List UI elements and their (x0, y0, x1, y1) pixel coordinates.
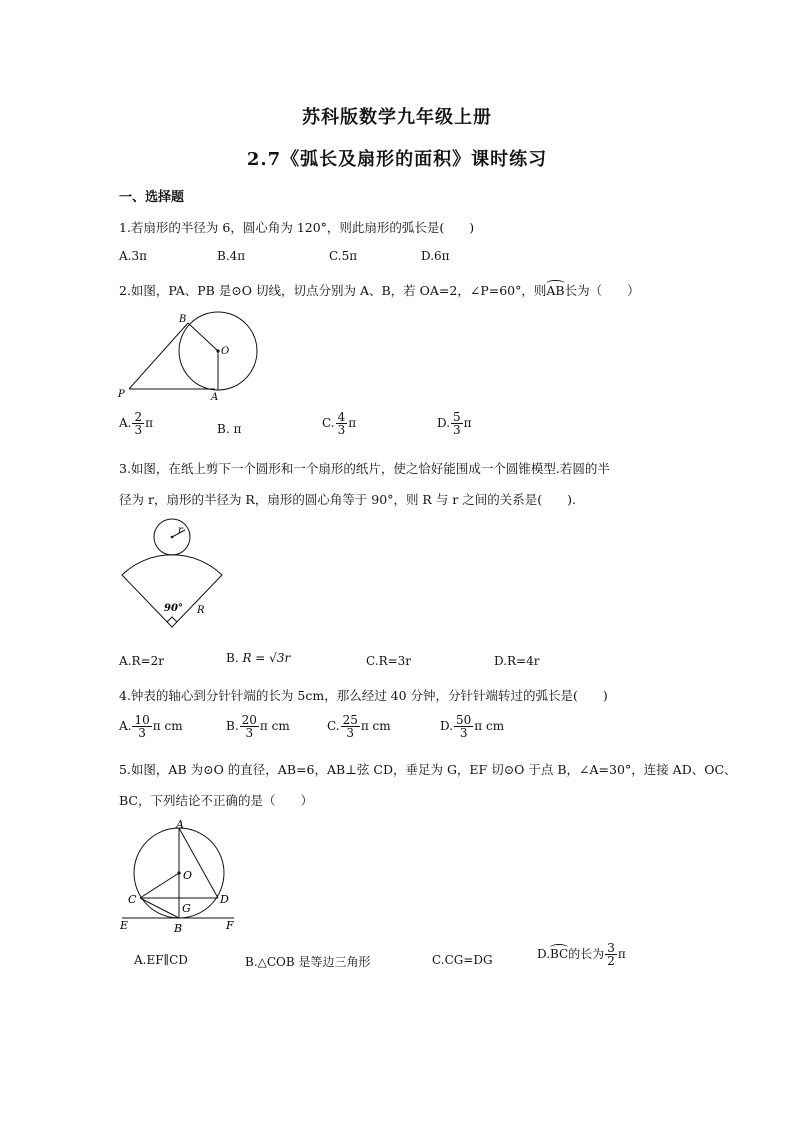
q5-label-b: B (174, 922, 183, 935)
q2-label-a: A (211, 392, 219, 402)
q3-circle-center (171, 536, 174, 539)
q2-center-dot (216, 349, 219, 352)
q3-label-R: R (197, 605, 205, 616)
q4-option-d: D. $\frac{50}{3}$ π cm (440, 713, 505, 740)
q5-option-b: B.△COB 是等边三角形 (245, 955, 371, 969)
q4-option-a: A. $\frac{10}{3}$ π cm (119, 713, 183, 740)
q5-label-f: F (226, 919, 234, 932)
page-title: 苏科版数学九年级上册 (302, 107, 492, 128)
q2-stem-pre: 2.如图，PA、PB 是⊙O 切线，切点分别为 A、B，若 OA=2，∠P=60°，则 (119, 283, 547, 298)
q4-option-b: B. $\frac{20}{3}$ π cm (226, 713, 290, 740)
question-3-stem-line-1: 3.如图，在纸上剪下一个圆形和一个扇形的纸片，使之恰好能围成一个圆锥模型.若圆的半 (119, 461, 610, 476)
q2-option-d: D. $\frac{5}{3}$ π (437, 410, 472, 437)
question-5-stem-line-1: 5.如图，AB 为⊙O 的直径，AB=6，AB⊥弦 CD，垂足为 G，EF 切⊙O 于点 B，∠A=30°，连接 AD、OC、 (119, 762, 737, 777)
q2-label-p: P (118, 389, 125, 400)
q2-option-a: A. $\frac{2}{3}$ π (119, 410, 154, 437)
q5-label-o: O (183, 869, 193, 882)
q3-option-a: A.R=2r (119, 654, 164, 668)
q5-label-c: C (128, 893, 137, 906)
q2-label-o: O (221, 346, 230, 357)
q5-label-e: E (120, 919, 129, 932)
question-2-stem (119, 281, 640, 299)
q5-figure (116, 816, 242, 936)
q3-label-r: r (178, 525, 183, 536)
q3-figure (115, 516, 227, 632)
q5-segment-oc (140, 873, 179, 898)
q3-option-c: C.R=3r (366, 654, 412, 668)
page-subtitle: 2.7《弧长及扇形的面积》课时练习 (246, 149, 548, 170)
q2-arc-label: AB (546, 283, 565, 298)
q5-label-g: G (182, 902, 191, 915)
q4-option-c: C. $\frac{25}{3}$ π cm (327, 713, 391, 740)
q5-label-d: D (220, 893, 229, 906)
q5-option-a: A.EF∥CD (134, 953, 188, 967)
q1-option-a: A.3π (119, 249, 148, 263)
q3-sector (122, 555, 222, 627)
q3-option-d: D.R=4r (494, 654, 540, 668)
section-heading: 一、选择题 (119, 190, 185, 205)
q1-option-c: C.5π (329, 249, 358, 263)
q2-label-b: B (179, 314, 187, 325)
q3-option-b: B. R = √3r (226, 651, 291, 665)
q2-option-b: B. π (217, 422, 242, 436)
q5-center-dot (177, 871, 180, 874)
q5-segment-ad (179, 828, 218, 898)
q2-radius-ob (188, 323, 218, 351)
q3-label-angle: 90° (164, 603, 183, 614)
q1-option-d: D.6π (421, 249, 450, 263)
q5-segment-bc (140, 898, 179, 918)
question-3-stem-line-2: 径为 r，扇形的半径为 R，扇形的圆心角等于 90°，则 R 与 r 之间的关系是( ). (119, 492, 576, 507)
question-5-stem-line-2: BC，下列结论不正确的是（ ） (119, 793, 313, 808)
question-1-stem: 1.若扇形的半径为 6，圆心角为 120°，则此扇形的弧长是( ) (119, 220, 475, 235)
q3-right-angle-mark (167, 617, 177, 622)
q2-stem-post: 长为（ ） (564, 283, 640, 298)
q2-option-c: C. $\frac{4}{3}$ π (322, 410, 357, 437)
q5-label-a: A (176, 818, 184, 831)
q5-option-d: D.BC的长为 $\frac{3}{2}$ π (537, 941, 626, 968)
q1-option-b: B.4π (217, 249, 246, 263)
q2-figure (112, 306, 272, 402)
q5-option-c: C.CG=DG (432, 953, 493, 967)
question-4-stem: 4.钟表的轴心到分针针端的长为 5cm，那么经过 40 分钟，分针针端转过的弧长是( ) (119, 688, 608, 703)
